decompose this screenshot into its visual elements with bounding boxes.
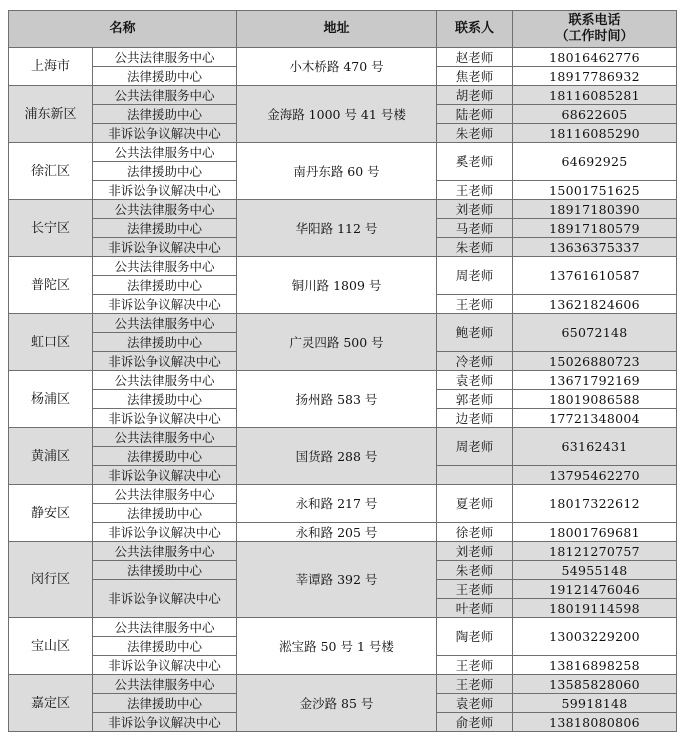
organization-name: 公共法律服务中心 [93, 143, 237, 162]
district-name: 长宁区 [9, 200, 93, 257]
phone-number: 18116085281 [513, 86, 677, 105]
organization-name: 非诉讼争议解决中心 [93, 409, 237, 428]
table-row [9, 523, 677, 542]
contact-person: 赵老师 [437, 48, 513, 67]
phone-number: 65072148 [513, 314, 677, 352]
contact-person: 叶老师 [437, 599, 513, 618]
header-phone-line1: 联系电话 [568, 13, 621, 28]
phone-number: 13636375337 [513, 238, 677, 257]
contact-person: 王老师 [437, 656, 513, 675]
table-row [9, 485, 677, 504]
address: 南丹东路 60 号 [237, 143, 437, 200]
phone-number: 13003229200 [513, 618, 677, 656]
organization-name: 非诉讼争议解决中心 [93, 124, 237, 143]
contact-person: 奚老师 [437, 143, 513, 181]
address: 铜川路 1809 号 [237, 257, 437, 314]
directory-container [8, 10, 676, 732]
table-row [9, 200, 677, 219]
contact-person: 王老师 [437, 295, 513, 314]
table-row [9, 143, 677, 162]
address: 华阳路 112 号 [237, 200, 437, 257]
table-row [9, 428, 677, 447]
header-row [9, 11, 677, 48]
phone-number: 18017322612 [513, 485, 677, 523]
address: 永和路 205 号 [237, 523, 437, 542]
district-name: 黄浦区 [9, 428, 93, 485]
header-name: 名称 [9, 11, 237, 48]
table-row [9, 257, 677, 276]
organization-name: 公共法律服务中心 [93, 428, 237, 447]
address: 永和路 217 号 [237, 485, 437, 523]
district-name: 虹口区 [9, 314, 93, 371]
contact-person: 郭老师 [437, 390, 513, 409]
district-name: 浦东新区 [9, 86, 93, 143]
phone-number: 17721348004 [513, 409, 677, 428]
phone-number: 13585828060 [513, 675, 677, 694]
organization-name: 公共法律服务中心 [93, 48, 237, 67]
table-row [9, 675, 677, 694]
phone-number: 18016462776 [513, 48, 677, 67]
phone-number: 68622605 [513, 105, 677, 124]
contact-person: 王老师 [437, 580, 513, 599]
header-phone-line2: （工作时间） [555, 29, 634, 44]
contact-person: 刘老师 [437, 200, 513, 219]
organization-name: 法律援助中心 [93, 447, 237, 466]
phone-number: 19121476046 [513, 580, 677, 599]
phone-number: 13795462270 [513, 466, 677, 485]
phone-number: 13761610587 [513, 257, 677, 295]
phone-number: 54955148 [513, 561, 677, 580]
organization-name: 非诉讼争议解决中心 [93, 295, 237, 314]
phone-number: 13671792169 [513, 371, 677, 390]
contact-person: 陶老师 [437, 618, 513, 656]
organization-name: 公共法律服务中心 [93, 485, 237, 504]
phone-number: 18116085290 [513, 124, 677, 143]
organization-name: 法律援助中心 [93, 504, 237, 523]
phone-number: 13818080806 [513, 713, 677, 732]
phone-number: 18019114598 [513, 599, 677, 618]
district-name: 杨浦区 [9, 371, 93, 428]
contact-person: 王老师 [437, 675, 513, 694]
contact-person: 鲍老师 [437, 314, 513, 352]
phone-number: 13816898258 [513, 656, 677, 675]
organization-name: 公共法律服务中心 [93, 542, 237, 561]
contact-person: 夏老师 [437, 485, 513, 523]
address: 广灵四路 500 号 [237, 314, 437, 371]
organization-name: 非诉讼争议解决中心 [93, 523, 237, 542]
organization-name: 非诉讼争议解决中心 [93, 352, 237, 371]
contact-person: 陆老师 [437, 105, 513, 124]
contact-person: 刘老师 [437, 542, 513, 561]
address: 金沙路 85 号 [237, 675, 437, 732]
organization-name: 法律援助中心 [93, 561, 237, 580]
organization-name: 法律援助中心 [93, 276, 237, 295]
organization-name: 公共法律服务中心 [93, 675, 237, 694]
district-name: 宝山区 [9, 618, 93, 675]
phone-number: 18001769681 [513, 523, 677, 542]
phone-number: 15026880723 [513, 352, 677, 371]
district-name: 闵行区 [9, 542, 93, 618]
address: 淞宝路 50 号 1 号楼 [237, 618, 437, 675]
contact-person: 朱老师 [437, 238, 513, 257]
legal-service-directory-table [8, 10, 677, 732]
contact-person: 周老师 [437, 257, 513, 295]
phone-number: 18121270757 [513, 542, 677, 561]
organization-name: 公共法律服务中心 [93, 371, 237, 390]
district-name: 徐汇区 [9, 143, 93, 200]
phone-number: 15001751625 [513, 181, 677, 200]
header-address: 地址 [237, 11, 437, 48]
organization-name: 法律援助中心 [93, 105, 237, 124]
district-name: 普陀区 [9, 257, 93, 314]
table-row [9, 618, 677, 637]
contact-person: 朱老师 [437, 124, 513, 143]
organization-name: 非诉讼争议解决中心 [93, 238, 237, 257]
organization-name: 公共法律服务中心 [93, 86, 237, 105]
table-row [9, 371, 677, 390]
organization-name: 非诉讼争议解决中心 [93, 181, 237, 200]
organization-name: 法律援助中心 [93, 219, 237, 238]
table-row [9, 542, 677, 561]
address: 扬州路 583 号 [237, 371, 437, 428]
organization-name: 非诉讼争议解决中心 [93, 580, 237, 618]
directory-body [9, 48, 677, 732]
contact-person: 王老师 [437, 181, 513, 200]
address: 莘谭路 392 号 [237, 542, 437, 618]
organization-name: 非诉讼争议解决中心 [93, 656, 237, 675]
organization-name: 法律援助中心 [93, 637, 237, 656]
organization-name: 法律援助中心 [93, 333, 237, 352]
organization-name: 非诉讼争议解决中心 [93, 466, 237, 485]
contact-person: 胡老师 [437, 86, 513, 105]
organization-name: 公共法律服务中心 [93, 314, 237, 333]
phone-number: 64692925 [513, 143, 677, 181]
organization-name: 法律援助中心 [93, 162, 237, 181]
contact-person: 周老师 [437, 428, 513, 466]
organization-name: 法律援助中心 [93, 67, 237, 86]
district-name: 静安区 [9, 485, 93, 542]
organization-name: 公共法律服务中心 [93, 257, 237, 276]
contact-person: 焦老师 [437, 67, 513, 86]
contact-person: 徐老师 [437, 523, 513, 542]
district-name: 嘉定区 [9, 675, 93, 732]
phone-number: 18917180579 [513, 219, 677, 238]
contact-person: 朱老师 [437, 561, 513, 580]
contact-person [437, 466, 513, 485]
contact-person: 袁老师 [437, 694, 513, 713]
organization-name: 公共法律服务中心 [93, 200, 237, 219]
contact-person: 马老师 [437, 219, 513, 238]
district-name: 上海市 [9, 48, 93, 86]
organization-name: 法律援助中心 [93, 694, 237, 713]
organization-name: 非诉讼争议解决中心 [93, 713, 237, 732]
organization-name: 法律援助中心 [93, 390, 237, 409]
table-row [9, 48, 677, 67]
phone-number: 13621824606 [513, 295, 677, 314]
phone-number: 18019086588 [513, 390, 677, 409]
header-phone [513, 11, 677, 48]
phone-number: 59918148 [513, 694, 677, 713]
address: 国货路 288 号 [237, 428, 437, 485]
table-row [9, 314, 677, 333]
contact-person: 冷老师 [437, 352, 513, 371]
address: 小木桥路 470 号 [237, 48, 437, 86]
contact-person: 袁老师 [437, 371, 513, 390]
contact-person: 俞老师 [437, 713, 513, 732]
phone-number: 63162431 [513, 428, 677, 466]
organization-name: 公共法律服务中心 [93, 618, 237, 637]
phone-number: 18917180390 [513, 200, 677, 219]
contact-person: 边老师 [437, 409, 513, 428]
header-contact: 联系人 [437, 11, 513, 48]
table-row [9, 86, 677, 105]
phone-number: 18917786932 [513, 67, 677, 86]
address: 金海路 1000 号 41 号楼 [237, 86, 437, 143]
